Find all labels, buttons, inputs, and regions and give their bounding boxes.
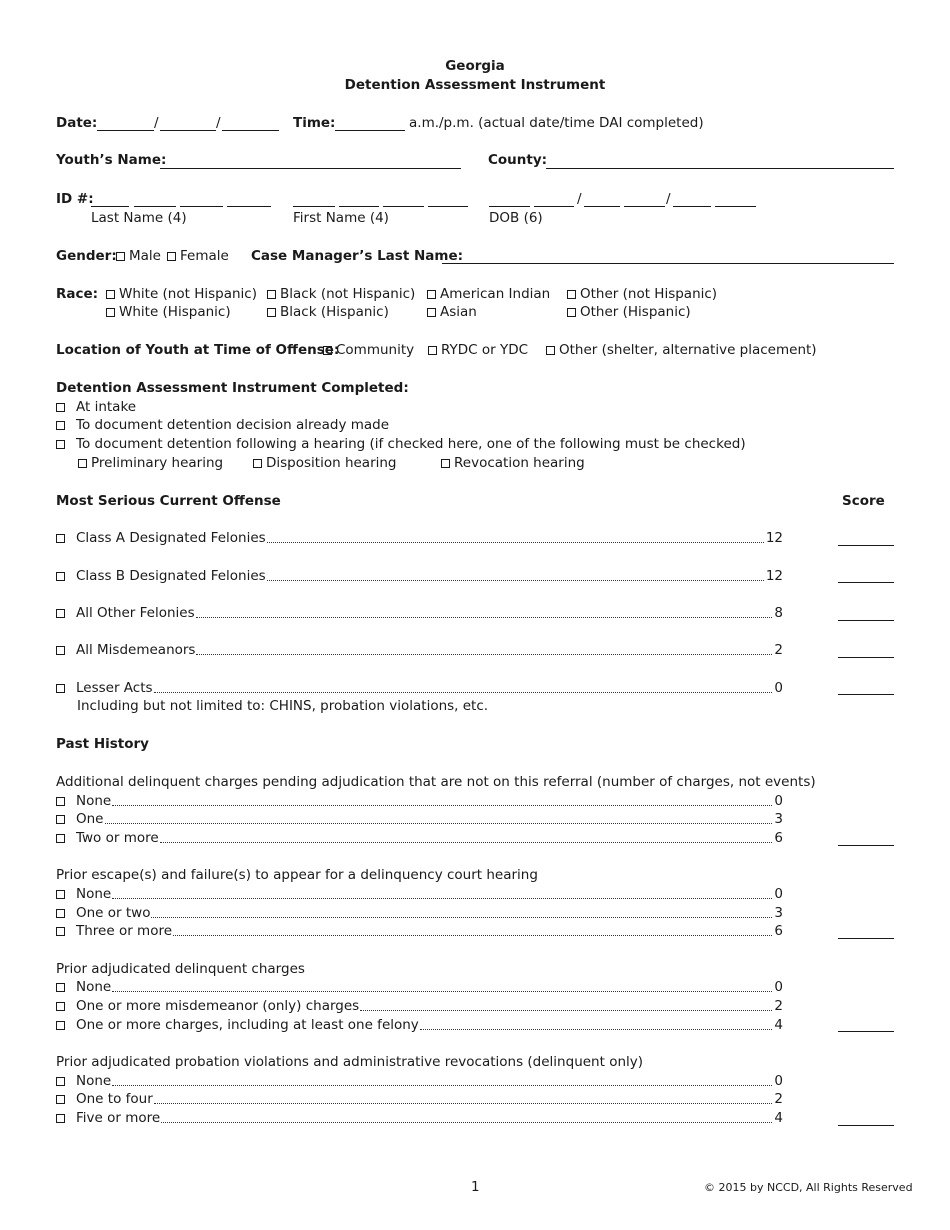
race-white-not-hispanic[interactable]: White (not Hispanic): [106, 286, 257, 303]
checkbox[interactable]: [323, 346, 332, 355]
id-first-name-digit-3[interactable]: [383, 206, 424, 207]
score-field-class-a[interactable]: [838, 545, 894, 546]
checkbox[interactable]: [56, 815, 65, 824]
checkbox[interactable]: [56, 534, 65, 543]
history-option[interactable]: One 3: [56, 811, 783, 828]
checkbox[interactable]: [56, 1021, 65, 1030]
checkbox[interactable]: [428, 346, 437, 355]
history-option[interactable]: Five or more 4: [56, 1110, 783, 1127]
points-value: 12: [765, 530, 783, 546]
date-separator: /: [216, 115, 221, 131]
checkbox[interactable]: [56, 421, 65, 430]
case-manager-label: Case Manager’s Last Name:: [251, 248, 464, 264]
checkbox[interactable]: [56, 609, 65, 618]
time-note: a.m./p.m. (actual date/time DAI completed): [409, 115, 704, 131]
history-question-escapes: Prior escape(s) and failure(s) to appear for a delinquency court hearing: [56, 867, 538, 883]
points-value: 0: [774, 886, 783, 902]
id-dob-digit-4[interactable]: [624, 206, 665, 207]
id-last-name-digit-4[interactable]: [227, 206, 271, 207]
offense-item-class-a[interactable]: Class A Designated Felonies 12: [56, 530, 783, 547]
id-dob-digit-5[interactable]: [673, 206, 711, 207]
points-value: 6: [774, 830, 783, 846]
gender-label: Gender:: [56, 248, 117, 264]
page-number: 1: [471, 1179, 480, 1195]
points-value: 0: [774, 979, 783, 995]
completed-heading: Detention Assessment Instrument Completed:: [56, 380, 409, 396]
checkbox[interactable]: [116, 252, 125, 261]
id-last-name-digit-3[interactable]: [180, 206, 223, 207]
checkbox[interactable]: [56, 1114, 65, 1123]
checkbox[interactable]: [441, 459, 450, 468]
points-value: 0: [774, 793, 783, 809]
id-dob-digit-6[interactable]: [715, 206, 756, 207]
history-option[interactable]: None 0: [56, 886, 783, 903]
history-option[interactable]: One or more misdemeanor (only) charges 2: [56, 998, 783, 1015]
gender-male-option[interactable]: Male: [116, 248, 161, 265]
history-option[interactable]: One or two 3: [56, 905, 783, 922]
offense-item-class-b[interactable]: Class B Designated Felonies 12: [56, 568, 783, 585]
history-question-adjudicated: Prior adjudicated delinquent charges: [56, 961, 305, 977]
score-field-lesser-acts[interactable]: [838, 694, 894, 695]
history-option[interactable]: None 0: [56, 793, 783, 810]
checkbox[interactable]: [56, 834, 65, 843]
county-field[interactable]: [546, 168, 894, 169]
checkbox[interactable]: [56, 646, 65, 655]
score-field-adjudicated[interactable]: [838, 1031, 894, 1032]
race-black-hispanic[interactable]: Black (Hispanic): [267, 304, 389, 321]
points-value: 6: [774, 923, 783, 939]
county-label: County:: [488, 152, 548, 168]
id-first-name-digit-4[interactable]: [428, 206, 468, 207]
points-value: 0: [774, 680, 783, 696]
checkbox[interactable]: [56, 890, 65, 899]
points-value: 2: [774, 642, 783, 658]
id-last-name-digit-2[interactable]: [134, 206, 176, 207]
date-day-field[interactable]: [160, 130, 216, 131]
points-value: 12: [765, 568, 783, 584]
history-option[interactable]: One or more charges, including at least one felony 4: [56, 1017, 783, 1034]
checkbox[interactable]: [167, 252, 176, 261]
checkbox[interactable]: [267, 308, 276, 317]
history-option[interactable]: One to four 2: [56, 1091, 783, 1108]
points-value: 8: [774, 605, 783, 621]
id-first-name-digit-2[interactable]: [339, 206, 379, 207]
offense-heading: Most Serious Current Offense: [56, 493, 281, 509]
history-option[interactable]: None 0: [56, 1073, 783, 1090]
location-other[interactable]: Other (shelter, alternative placement): [546, 342, 817, 359]
history-question-probation: Prior adjudicated probation violations and administrative revocations (delinquent only): [56, 1054, 644, 1070]
location-rydc-ydc[interactable]: RYDC or YDC: [428, 342, 528, 359]
score-field-pending-charges[interactable]: [838, 845, 894, 846]
checkbox[interactable]: [567, 290, 576, 299]
checkbox[interactable]: [427, 290, 436, 299]
checkbox[interactable]: [56, 927, 65, 936]
form-title: Detention Assessment Instrument: [344, 77, 606, 93]
completed-following-hearing[interactable]: To document detention following a hearing (if checked here, one of the following must be checked): [56, 436, 746, 453]
offense-item-misdemeanors[interactable]: All Misdemeanors 2: [56, 642, 783, 659]
checkbox[interactable]: [267, 290, 276, 299]
checkbox[interactable]: [56, 797, 65, 806]
score-field-other-felonies[interactable]: [838, 620, 894, 621]
last-name-caption: Last Name (4): [91, 210, 187, 226]
completed-document-decision[interactable]: To document detention decision already made: [56, 417, 389, 434]
checkbox[interactable]: [56, 403, 65, 412]
history-heading: Past History: [56, 736, 149, 752]
checkbox[interactable]: [78, 459, 87, 468]
checkbox[interactable]: [427, 308, 436, 317]
hearing-revocation[interactable]: Revocation hearing: [441, 455, 585, 472]
score-field-probation[interactable]: [838, 1125, 894, 1126]
dob-caption: DOB (6): [489, 210, 543, 226]
race-asian[interactable]: Asian: [427, 304, 477, 321]
id-last-name-digit-1[interactable]: [91, 206, 129, 207]
date-separator: /: [154, 115, 159, 131]
copyright: © 2015 by NCCD, All Rights Reserved: [704, 1181, 913, 1194]
checkbox[interactable]: [106, 290, 115, 299]
checkbox[interactable]: [546, 346, 555, 355]
race-other-not-hispanic[interactable]: Other (not Hispanic): [567, 286, 717, 303]
checkbox[interactable]: [56, 909, 65, 918]
hearing-preliminary[interactable]: Preliminary hearing: [78, 455, 223, 472]
points-value: 2: [774, 998, 783, 1014]
history-option[interactable]: Three or more 6: [56, 923, 783, 940]
checkbox[interactable]: [106, 308, 115, 317]
points-value: 4: [774, 1017, 783, 1033]
history-option[interactable]: Two or more 6: [56, 830, 783, 847]
location-community[interactable]: Community: [323, 342, 414, 359]
id-dob-digit-2[interactable]: [534, 206, 574, 207]
checkbox[interactable]: [56, 440, 65, 449]
case-manager-field[interactable]: [442, 263, 894, 264]
history-question-pending-charges: Additional delinquent charges pending adjudication that are not on this referral (number of charges, not events): [56, 774, 816, 790]
race-white-hispanic[interactable]: White (Hispanic): [106, 304, 231, 321]
time-field[interactable]: [335, 130, 405, 131]
id-dob-digit-3[interactable]: [584, 206, 620, 207]
lesser-acts-note: Including but not limited to: CHINS, probation violations, etc.: [77, 698, 489, 714]
race-label: Race:: [56, 286, 99, 302]
score-field-class-b[interactable]: [838, 582, 894, 583]
id-label: ID #:: [56, 191, 94, 207]
id-dob-digit-1[interactable]: [489, 206, 530, 207]
checkbox[interactable]: [56, 572, 65, 581]
checkbox[interactable]: [56, 1002, 65, 1011]
score-field-escapes[interactable]: [838, 938, 894, 939]
points-value: 4: [774, 1110, 783, 1126]
checkbox[interactable]: [253, 459, 262, 468]
dob-separator: /: [577, 191, 582, 207]
checkbox[interactable]: [56, 983, 65, 992]
dob-separator: /: [666, 191, 671, 207]
checkbox[interactable]: [56, 684, 65, 693]
race-black-not-hispanic[interactable]: Black (not Hispanic): [267, 286, 415, 303]
checkbox[interactable]: [567, 308, 576, 317]
time-label: Time:: [293, 115, 336, 131]
id-first-name-digit-1[interactable]: [293, 206, 335, 207]
score-field-misdemeanors[interactable]: [838, 657, 894, 658]
first-name-caption: First Name (4): [293, 210, 389, 226]
completed-at-intake[interactable]: At intake: [56, 399, 136, 416]
score-heading: Score: [842, 493, 885, 509]
date-label: Date:: [56, 115, 98, 131]
points-value: 3: [774, 811, 783, 827]
checkbox[interactable]: [56, 1077, 65, 1086]
points-value: 3: [774, 905, 783, 921]
points-value: 0: [774, 1073, 783, 1089]
date-year-field[interactable]: [222, 130, 279, 131]
youth-name-field[interactable]: [160, 168, 461, 169]
offense-item-other-felonies[interactable]: All Other Felonies 8: [56, 605, 783, 622]
gender-female-option[interactable]: Female: [167, 248, 229, 265]
location-label: Location of Youth at Time of Offense:: [56, 342, 340, 358]
points-value: 2: [774, 1091, 783, 1107]
offense-item-lesser-acts[interactable]: Lesser Acts 0: [56, 680, 783, 697]
history-option[interactable]: None 0: [56, 979, 783, 996]
race-other-hispanic[interactable]: Other (Hispanic): [567, 304, 691, 321]
checkbox[interactable]: [56, 1095, 65, 1104]
hearing-disposition[interactable]: Disposition hearing: [253, 455, 397, 472]
date-month-field[interactable]: [97, 130, 154, 131]
youth-name-label: Youth’s Name:: [56, 152, 167, 168]
race-american-indian[interactable]: American Indian: [427, 286, 550, 303]
form-state: Georgia: [445, 58, 505, 74]
